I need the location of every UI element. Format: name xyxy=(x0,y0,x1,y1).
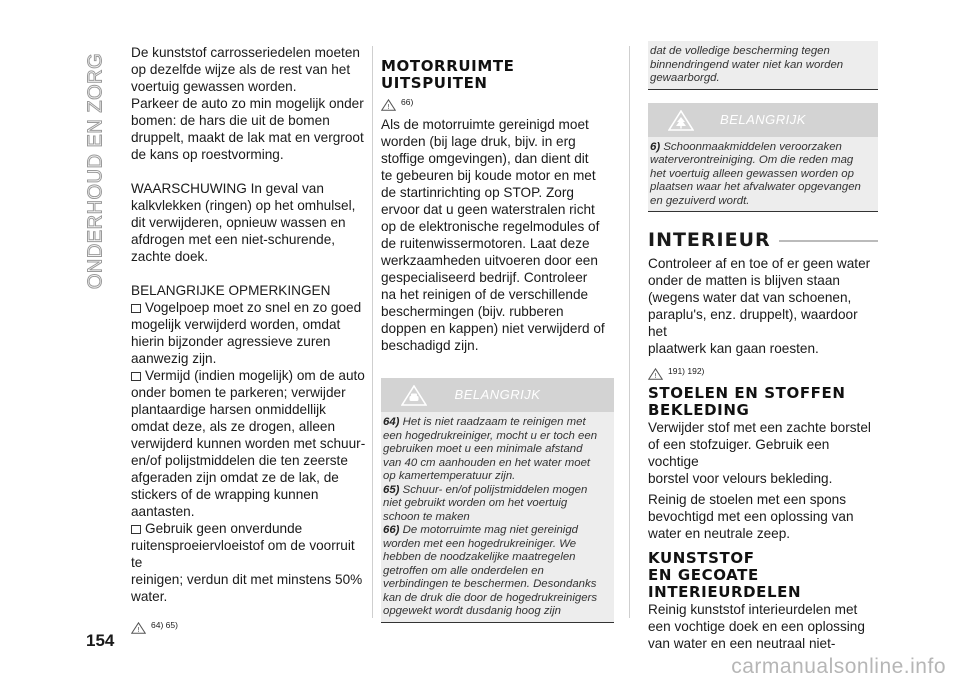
svg-text:!: ! xyxy=(654,372,657,380)
text-line: Parkeer de auto zo min mogelijk onder xyxy=(131,96,364,111)
column-divider xyxy=(372,46,373,618)
important-banner xyxy=(648,103,878,137)
note-line xyxy=(383,484,612,498)
note-text: Schoonmaakmiddelen veroorzaken xyxy=(663,140,842,153)
text-line: op de elektronische regelmodules of xyxy=(381,219,600,234)
reference xyxy=(648,363,878,380)
text-line: omdat deze, als ze drogen, alleen xyxy=(131,419,336,434)
text-line: beschermingen (bijv. rubberen xyxy=(381,304,564,319)
text-line: ruitensproeiervloeistof om de voorruit te xyxy=(131,538,355,570)
text-line: UITSPUITEN xyxy=(381,74,488,92)
text-line: worden (bij lage druk, bijv. in erg xyxy=(381,134,576,149)
checkbox-bullet-icon xyxy=(131,304,141,313)
note-text: schoon te maken xyxy=(383,510,470,523)
text-line: aantasten. xyxy=(131,504,195,519)
note-text: en gezuiverd wordt. xyxy=(650,194,750,207)
page-number: 154 xyxy=(86,631,115,650)
note-line xyxy=(383,443,612,457)
text-line: druppelt, maakt de lak mat en vergroot xyxy=(131,130,364,145)
text-line: Verwijder stof met een zachte borstel xyxy=(648,420,871,435)
text-line: afdrogen met een niet-schurende, xyxy=(131,232,336,247)
warning-icon xyxy=(381,99,396,111)
note-text: opgewekt wordt dusdanig hoog zijn xyxy=(383,605,561,617)
note-line xyxy=(383,592,612,606)
text-line: kalkvlekken (ringen) op het omhulsel, xyxy=(131,198,356,213)
important-label: BELANGRIJK xyxy=(454,387,541,403)
text-line: en/of polijstmiddelen die ten zeerste xyxy=(131,453,348,468)
checkbox-bullet-icon xyxy=(131,372,141,381)
note-text: gebruiken moet u een minimale afstand xyxy=(383,443,583,455)
column-3 xyxy=(648,44,878,652)
note-text: waterverontreiniging. Om die reden mag xyxy=(650,154,854,166)
text-line: Gebruik geen onverdunde xyxy=(131,520,366,537)
paragraph xyxy=(648,255,878,357)
note-line xyxy=(383,470,612,484)
column-divider xyxy=(629,46,630,618)
note-text: getroffen om alle onderdelen en xyxy=(383,564,544,577)
paragraph xyxy=(648,419,878,487)
text-line: borstel voor velours bekleding. xyxy=(648,471,833,486)
text-line: na het reinigen of de verschillende xyxy=(381,287,589,302)
note-text: De motorruimte mag niet gereinigd xyxy=(402,524,579,536)
paragraph xyxy=(131,180,366,265)
text-line: zachte doek. xyxy=(131,249,209,264)
note-text: het voertuig alleen gewassen worden op xyxy=(650,167,854,180)
text-line: Reinig kunststof interieurdelen met xyxy=(648,602,858,617)
side-tab xyxy=(84,46,108,296)
warning-icon xyxy=(648,368,663,380)
text-line: mogelijk verwijderd worden, omdat xyxy=(131,317,341,332)
note-line xyxy=(650,168,876,182)
note-line xyxy=(383,565,612,579)
note-text: hebben de noodzakelijke maatregelen xyxy=(383,551,576,563)
text-line: afgeraden zijn omdat ze de lak, de xyxy=(131,470,339,485)
text-line: gespecialiseerd bedrijf. Controleer xyxy=(381,270,588,285)
note-line xyxy=(383,457,612,471)
note-item xyxy=(383,484,612,525)
notes-list xyxy=(381,412,614,622)
note-text: een hogedrukreiniger, mocht u er toch een xyxy=(383,429,598,442)
text-line: te gebeuren bij koude motor en met xyxy=(381,168,596,183)
text-line: De kunststof carrosseriedelen moeten xyxy=(131,45,360,60)
note-number: 65) xyxy=(383,483,400,496)
text-line: werkzaamheden uitvoeren door een xyxy=(381,253,598,268)
text-line: water en neutrale zeep. xyxy=(648,526,791,541)
note-box-continued xyxy=(648,41,878,90)
text-line: INTERIEURDELEN xyxy=(648,583,802,601)
note-line xyxy=(383,511,612,525)
text-line: beschadigd zijn. xyxy=(381,338,479,353)
interieur-title: INTERIEUR xyxy=(648,229,771,251)
note-text: niet gebruikt worden om het voertuig xyxy=(383,497,568,509)
watermark: carmanualsonline.info xyxy=(731,655,946,678)
text-line: paraplu's, enz. druppelt), waardoor het xyxy=(648,307,858,339)
note-number: 6) xyxy=(650,140,661,153)
note-item xyxy=(383,416,612,484)
note-text: kan de druk die door de hogedrukreinigers xyxy=(383,591,598,604)
note-line xyxy=(383,524,612,538)
note-line xyxy=(650,181,876,195)
svg-text:!: ! xyxy=(387,103,390,111)
text-line: de ruitenwissermotoren. Laat deze xyxy=(381,236,590,251)
note-line xyxy=(383,538,612,552)
note-number: 66) xyxy=(383,524,400,536)
text-line: een vochtige doek en een oplossing xyxy=(648,619,865,634)
text-line: Vermijd (indien mogelijk) om de auto xyxy=(131,367,366,384)
section-heading xyxy=(648,385,878,419)
text-line: bomen: de hars die uit de bomen xyxy=(131,113,330,128)
text-line: MOTORRUIMTE xyxy=(381,57,515,75)
note-line xyxy=(383,551,612,565)
text-line: dit verwijderen, opnieuw wassen en xyxy=(131,215,346,230)
note-line xyxy=(383,416,612,430)
text-line: binnendringend water niet kan worden xyxy=(650,58,844,71)
text-line: doppen en kappen) niet verwijderd of xyxy=(381,321,605,336)
note-item xyxy=(383,524,612,619)
text-line: bevochtigd met een oplossing van xyxy=(648,509,854,524)
note-number: 64) xyxy=(383,416,400,428)
text-line: stoffige omgevingen), dan dient dit xyxy=(381,151,589,166)
note-item xyxy=(650,141,876,209)
text-line: (wegens water dat van schoenen, xyxy=(648,290,852,305)
text-line: EN GECOATE xyxy=(648,566,759,584)
text-line: reinigen; verdun dit met minstens 50% xyxy=(131,572,363,587)
text-line: verwijderd kunnen worden met schuur- xyxy=(131,436,366,451)
text-line: voertuig gewassen worden. xyxy=(131,79,297,94)
paragraph xyxy=(381,116,614,354)
side-tab-label: ONDERHOUD EN ZORG xyxy=(84,52,107,290)
heading-rule xyxy=(779,240,878,242)
note-text: van 40 cm aanhouden en het water moet xyxy=(383,456,591,469)
notes-list xyxy=(648,137,878,212)
text-line: KUNSTSTOF xyxy=(648,549,755,567)
column-2 xyxy=(381,44,614,623)
bullet-item xyxy=(131,367,366,520)
text-line: de startinrichting op STOP. Zorg xyxy=(381,185,574,200)
text-line: de kans op roestvorming. xyxy=(131,147,284,162)
text-line: Vogelpoep moet zo snel en zo goed xyxy=(131,299,366,316)
paragraph xyxy=(648,491,878,542)
checkbox-bullet-icon xyxy=(131,525,141,534)
car-warning-icon xyxy=(401,385,427,406)
tree-warning-icon xyxy=(668,110,694,131)
reference xyxy=(381,94,614,111)
text-line: stickers of de wrapping kunnen xyxy=(131,487,319,502)
note-line xyxy=(650,195,876,209)
note-line xyxy=(383,578,612,592)
reference-label: 66) xyxy=(401,97,414,107)
section-heading xyxy=(381,58,614,92)
paragraph xyxy=(648,601,878,652)
reference-label: 191) 192) xyxy=(668,366,705,376)
paragraph xyxy=(131,44,366,163)
svg-text:!: ! xyxy=(137,626,140,634)
text-line: STOELEN EN STOFFEN xyxy=(648,384,846,402)
note-text: worden met een hogedrukreiniger. We xyxy=(383,537,577,550)
note-line xyxy=(383,430,612,444)
text-line: Controleer af en toe of er geen water xyxy=(648,256,871,271)
bullet-item xyxy=(131,520,366,605)
warning-icon xyxy=(131,622,146,634)
text-line: WAARSCHUWING In geval van xyxy=(131,181,324,196)
text-line: Reinig de stoelen met een spons xyxy=(648,492,846,507)
text-line: Als de motorruimte gereinigd moet xyxy=(381,117,589,132)
text-line: onder de matten is blijven staan xyxy=(648,273,840,288)
text-line: water. xyxy=(131,589,168,604)
note-continuation xyxy=(648,41,878,89)
note-line xyxy=(383,497,612,511)
note-box xyxy=(648,103,878,213)
bullet-item xyxy=(131,299,366,367)
text-line: of een stofzuiger. Gebruik een vochtige xyxy=(648,437,830,469)
section-heading xyxy=(648,550,878,601)
note-line xyxy=(650,141,876,155)
reference-label: 64) 65) xyxy=(151,620,178,630)
note-text: Schuur- en/of polijstmiddelen mogen xyxy=(402,483,588,496)
text-line: gewaarborgd. xyxy=(650,72,720,84)
important-banner xyxy=(381,378,614,412)
text-line: dat de volledige bescherming tegen xyxy=(650,45,830,57)
column-1 xyxy=(131,44,366,639)
note-line xyxy=(650,154,876,168)
text-line: aanwezig zijn. xyxy=(131,351,217,366)
note-line xyxy=(383,605,612,619)
text-line: plantaardige harsen onmiddellijk xyxy=(131,402,326,417)
text-line: BEKLEDING xyxy=(648,401,750,419)
text-line: van water en een neutraal niet- xyxy=(648,636,836,651)
note-text: verbindingen te beschermen. Desondanks xyxy=(383,578,597,590)
text-line: onder bomen te parkeren; verwijder xyxy=(131,385,346,400)
section-title: BELANGRIJKE OPMERKINGEN xyxy=(131,283,331,298)
note-text: op kamertemperatuur zijn. xyxy=(383,470,516,482)
reference xyxy=(131,617,366,634)
interieur-heading xyxy=(648,229,878,251)
text-line: ervoor dat u geen waterstralen richt xyxy=(381,202,595,217)
note-box xyxy=(381,378,614,623)
note-text: Het is niet raadzaam te reinigen met xyxy=(402,416,586,428)
note-text: plaatsen waar het afvalwater opgevangen xyxy=(650,181,861,193)
text-line: plaatwerk kan gaan roesten. xyxy=(648,341,819,356)
text-line: op dezelfde wijze als de rest van het xyxy=(131,62,351,77)
text-line: hierin bijzonder agressieve zuren xyxy=(131,334,331,349)
important-label: BELANGRIJK xyxy=(720,111,806,127)
